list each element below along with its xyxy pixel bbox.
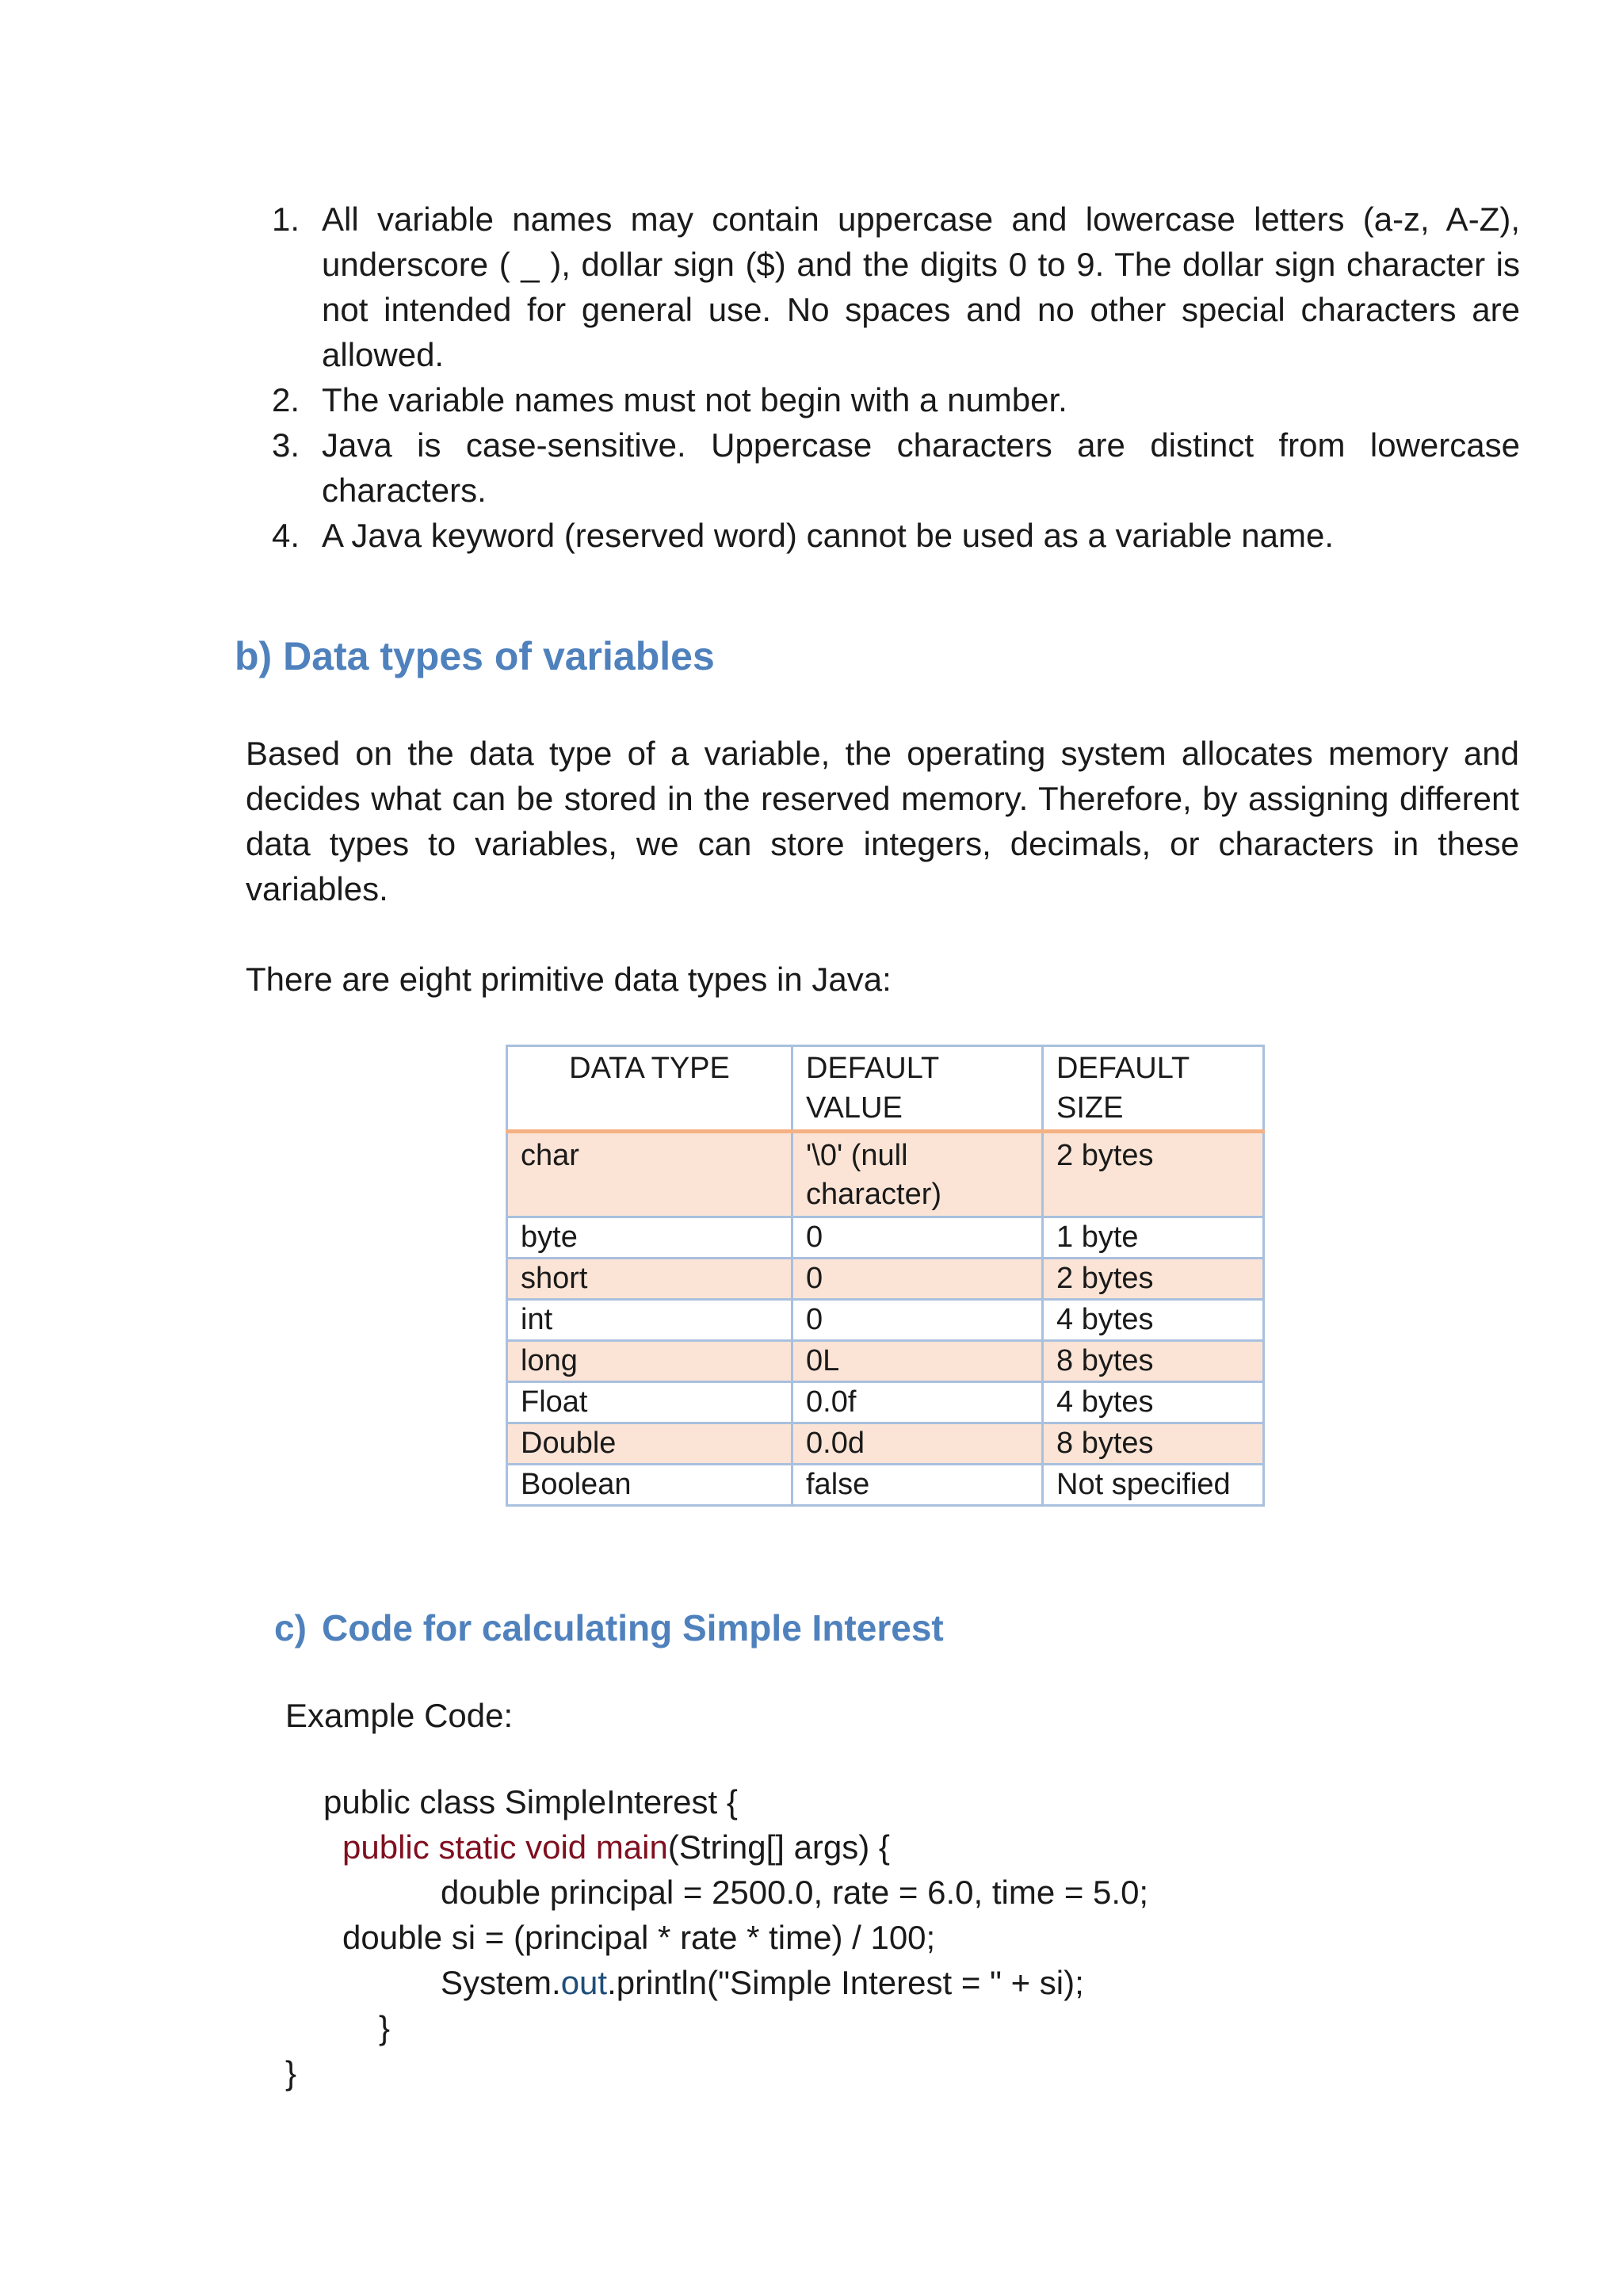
list-item <box>268 197 1520 377</box>
table-cell: Boolean <box>507 1465 792 1506</box>
data-types-table <box>506 1045 1265 1507</box>
table-row <box>507 1300 1264 1341</box>
list-item-text: The variable names must not begin with a number. <box>322 381 1067 418</box>
table-cell: long <box>507 1341 792 1382</box>
section-c-letter: c) <box>274 1607 307 1648</box>
section-b-heading: b) Data types of variables <box>235 634 715 678</box>
table-cell: 4 bytes <box>1043 1382 1264 1423</box>
column-header-default-value: DEFAULT VALUE <box>792 1046 1043 1132</box>
table-cell: 1 byte <box>1043 1217 1264 1259</box>
code-line-class-declaration: public class SimpleInterest { <box>323 1783 738 1820</box>
list-item-text: Java is case-sensitive. Uppercase characters are distinct from lowercase characters. <box>322 426 1520 509</box>
table-header-row <box>507 1046 1264 1132</box>
table-cell: byte <box>507 1217 792 1259</box>
column-header-data-type: DATA TYPE <box>507 1046 792 1132</box>
list-item-text: A Java keyword (reserved word) cannot be used as a variable name. <box>322 517 1335 554</box>
code-keyword-method-signature: public static void main <box>342 1828 668 1866</box>
table-cell: Double <box>507 1423 792 1465</box>
table-cell: 2 bytes <box>1043 1259 1264 1300</box>
table-cell: false <box>792 1465 1043 1506</box>
table-cell: 0.0d <box>792 1423 1043 1465</box>
table-cell: Float <box>507 1382 792 1423</box>
table-cell: 8 bytes <box>1043 1423 1264 1465</box>
code-system-class: System. <box>441 1964 561 2001</box>
table-cell: char <box>507 1132 792 1217</box>
code-line-si-calculation: double si = (principal * rate * time) / 100; <box>342 1919 936 1956</box>
code-out-field: out <box>560 1964 608 2001</box>
table-cell: 0.0f <box>792 1382 1043 1423</box>
table-row <box>507 1341 1264 1382</box>
code-line-class-close-brace: } <box>285 2054 297 2092</box>
table-cell: 8 bytes <box>1043 1341 1264 1382</box>
list-item <box>268 513 1520 558</box>
variable-naming-rules-list <box>268 197 1520 558</box>
table-cell: 4 bytes <box>1043 1300 1264 1341</box>
code-line-main-method <box>342 1824 890 1870</box>
table-cell: 0L <box>792 1341 1043 1382</box>
table-row <box>507 1217 1264 1259</box>
code-line-method-close-brace: } <box>379 2009 391 2046</box>
table-cell: 0 <box>792 1217 1043 1259</box>
column-header-default-size: DEFAULT SIZE <box>1043 1046 1264 1132</box>
example-code-label: Example Code: <box>285 1697 514 1734</box>
table-cell: 0 <box>792 1259 1043 1300</box>
table-row <box>507 1382 1264 1423</box>
list-item-number: 3. <box>272 426 300 464</box>
list-item <box>268 377 1520 422</box>
list-item-text: All variable names may contain uppercase and lowercase letters (a-z, A-Z), underscore ( _ ), dollar sign ($) and the digits 0 to 9. The dollar sign character is not intended for general use. No spaces and no other special characters are allowed. <box>322 201 1520 373</box>
table-cell: Not specified <box>1043 1465 1264 1506</box>
section-c-heading <box>274 1604 944 1652</box>
code-line-variable-declarations: double principal = 2500.0, rate = 6.0, time = 5.0; <box>441 1874 1149 1911</box>
primitive-types-intro: There are eight primitive data types in Java: <box>246 961 892 998</box>
list-item <box>268 422 1520 513</box>
code-method-params: (String[] args) { <box>667 1828 890 1866</box>
table-row <box>507 1423 1264 1465</box>
list-item-number: 2. <box>272 381 300 418</box>
code-line-println <box>441 1960 1084 2005</box>
list-item-number: 4. <box>272 517 300 554</box>
list-item-number: 1. <box>272 201 300 238</box>
table-row <box>507 1132 1264 1217</box>
table-row <box>507 1259 1264 1300</box>
data-types-paragraph: Based on the data type of a variable, the operating system allocates memory and decides what can be stored in the reserved memory. Therefore, by assigning different data types to variables, we can store integers, decimals, or characters in these variables. <box>246 735 1519 907</box>
table-cell: 2 bytes <box>1043 1132 1264 1217</box>
section-c-title: Code for calculating Simple Interest <box>322 1607 944 1648</box>
code-println-call: .println("Simple Interest = " + si); <box>607 1964 1084 2001</box>
table-cell: int <box>507 1300 792 1341</box>
table-cell: short <box>507 1259 792 1300</box>
table-cell: 0 <box>792 1300 1043 1341</box>
table-cell: '\0' (null character) <box>792 1132 1043 1217</box>
table-row <box>507 1465 1264 1506</box>
